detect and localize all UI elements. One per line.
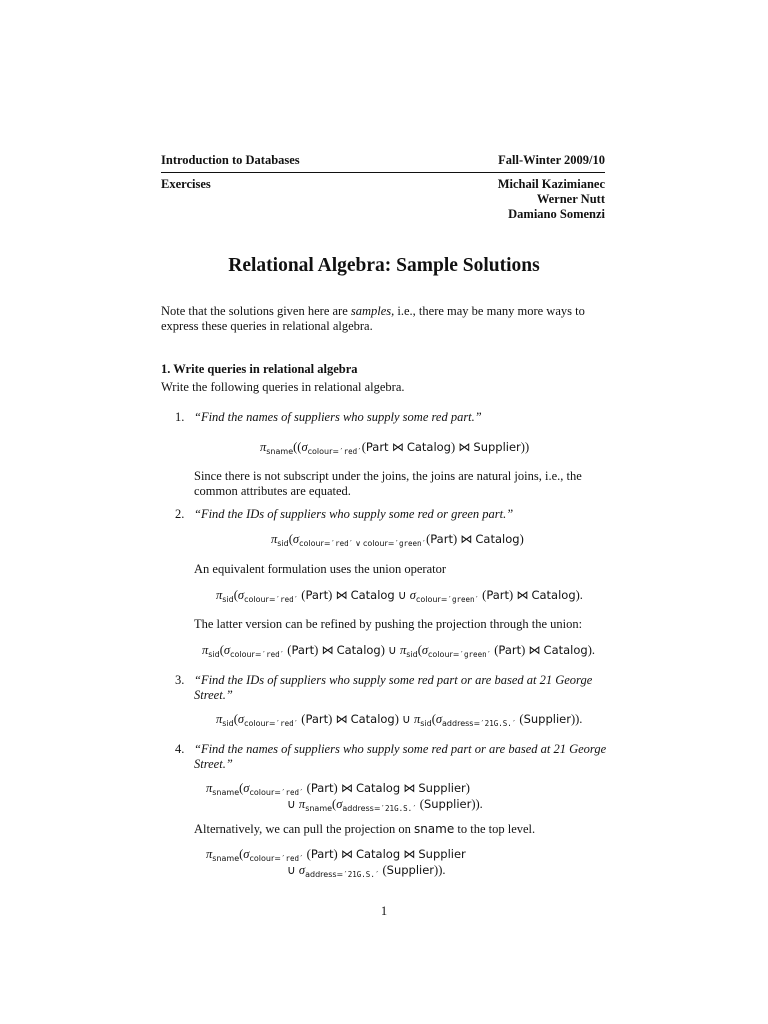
- question-text: Street.”: [194, 757, 233, 771]
- author-list: [498, 177, 605, 222]
- query-question: [194, 673, 592, 703]
- item-note: [194, 822, 535, 837]
- intro-emphasis: samples,: [350, 304, 395, 318]
- item-number: 1.: [175, 410, 185, 424]
- term-label: Fall-Winter 2009/10: [498, 153, 605, 167]
- author-name: Werner Nutt: [536, 192, 605, 206]
- formula: $\pi_{sname}((\sigma_{colour='red'}(Part$ ⋈ Catalog) ⋈ Supplier)): [260, 440, 530, 456]
- question-text: “Find the IDs of suppliers who supply some red part or are based at 21 George: [194, 673, 593, 687]
- note-text: to the top level.: [454, 822, 536, 836]
- intro-text: Note that the solutions given here are: [161, 304, 351, 318]
- attribute-name: sname: [413, 822, 455, 836]
- formula: $\pi_{sid}(\sigma_{colour='red' \vee colour='green'}(Part)$ ⋈ Catalog): [271, 532, 524, 548]
- query-question: [194, 742, 606, 772]
- section-heading: 1. Write queries in relational algebra: [161, 362, 358, 376]
- intro-paragraph: [161, 304, 611, 334]
- header-rule: [161, 172, 605, 173]
- item-note: [194, 469, 582, 499]
- page-number: 1: [380, 904, 388, 918]
- question-text: “Find the names of suppliers who supply some red part or are based at 21 George: [194, 742, 607, 756]
- course-title: Introduction to Databases: [161, 153, 300, 167]
- formula: $\pi_{sid}(\sigma_{colour='red'}$ (Part) ⋈ Catalog) ∪ $\pi_{sid}(\sigma_{colour='green'}$ (Part) ⋈ Catalog).: [202, 643, 596, 659]
- item-number: 2.: [175, 507, 185, 521]
- section-text: Write the following queries in relational algebra.: [161, 380, 405, 394]
- note-text: Since there is not subscript under the joins, the joins are natural joins, i.e., the: [194, 469, 582, 483]
- item-note: An equivalent formulation uses the union operator: [194, 562, 447, 576]
- note-text: common attributes are equated.: [194, 484, 351, 498]
- author-name: Damiano Somenzi: [508, 207, 605, 221]
- formula: $\pi_{sid}(\sigma_{colour='red'}$ (Part) ⋈ Catalog ∪ $\sigma_{colour='green'}$ (Part) ⋈ Catalog).: [216, 588, 583, 604]
- page-title: Relational Algebra: Sample Solutions: [228, 255, 540, 276]
- query-question: “Find the IDs of suppliers who supply some red or green part.”: [194, 507, 514, 521]
- item-number: 4.: [175, 742, 185, 756]
- document-type: Exercises: [161, 177, 211, 191]
- formula: ∪ $\pi_{sname}(\sigma_{address='21G.S.'}$ (Supplier)).: [287, 797, 483, 813]
- formula: $\pi_{sname}(\sigma_{colour='red'}$ (Part) ⋈ Catalog ⋈ Supplier): [206, 781, 470, 797]
- item-number: 3.: [175, 673, 185, 687]
- item-note: The latter version can be refined by pushing the projection through the union:: [194, 617, 583, 631]
- formula: $\pi_{sname}(\sigma_{colour='red'}$ (Part) ⋈ Catalog ⋈ Supplier: [206, 847, 466, 863]
- query-question: “Find the names of suppliers who supply some red part.”: [194, 410, 482, 424]
- formula: ∪ $\sigma_{address='21G.S.'}$ (Supplier)).: [287, 863, 446, 879]
- question-text: Street.”: [194, 688, 233, 702]
- author-name: Michail Kazimianec: [497, 177, 605, 191]
- note-text: Alternatively, we can pull the projection on: [194, 822, 414, 836]
- intro-text: express these queries in relational algebra.: [161, 319, 373, 333]
- formula: $\pi_{sid}(\sigma_{colour='red'}$ (Part) ⋈ Catalog) ∪ $\pi_{sid}(\sigma_{address='21G.S.'}$ (Supplier)).: [216, 712, 583, 728]
- intro-text: i.e., there may be many more ways to: [394, 304, 585, 318]
